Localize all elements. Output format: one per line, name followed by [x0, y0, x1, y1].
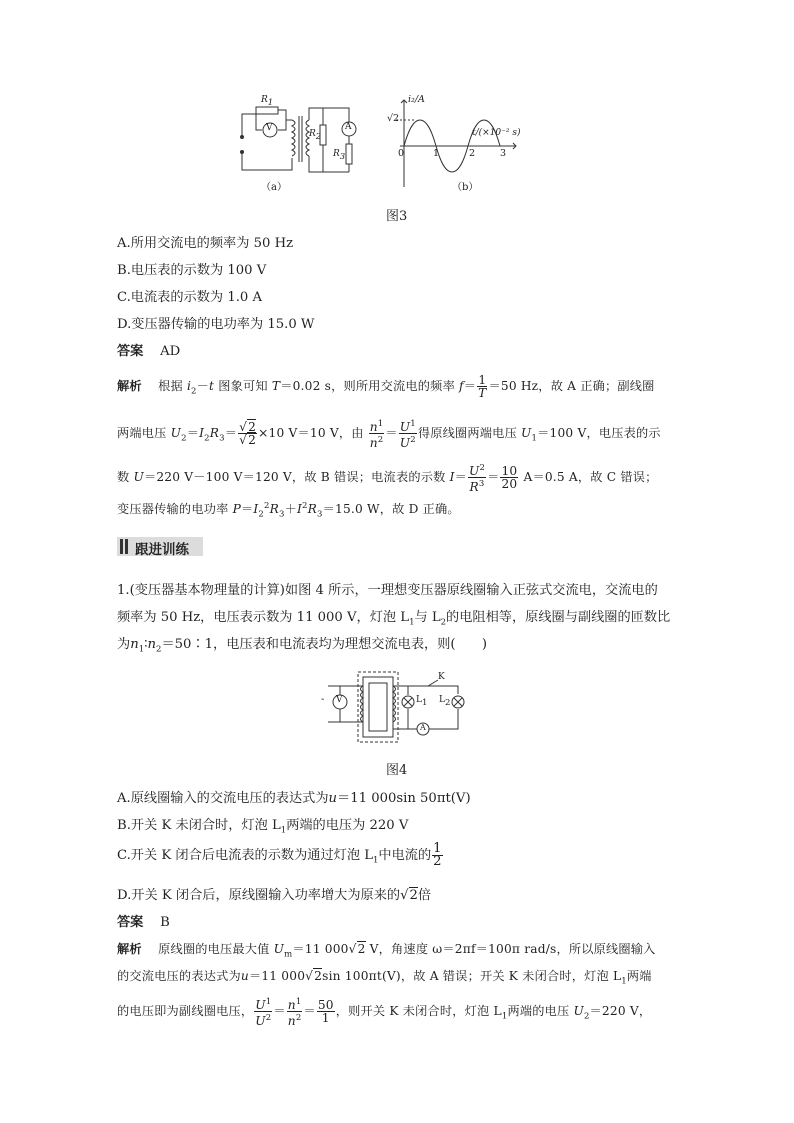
- question1-line2: 频率为 50 Hz，电压表示数为 11 000 V，灯泡 $L_1$与 $L_2$的电阻相等，原线圈与副线圈的匝数比: [117, 610, 671, 628]
- voltmeter-label: V: [336, 695, 343, 705]
- lamp-l1-icon: [402, 696, 414, 708]
- minus-label: -: [321, 694, 325, 705]
- analysis-q1-line1: 解析 原线圈的电压最大值 $U_m=11$ 000√2 V，角速度 ω＝2πf＝100π rad/s，所以原线圈输入: [117, 942, 656, 960]
- ammeter-label: A: [345, 122, 352, 132]
- figure-4-caption: 图4: [386, 763, 408, 778]
- figure-4-circuit: [318, 664, 478, 754]
- option-c: C.电流表的示数为 1.0 A: [117, 290, 263, 305]
- tick-1: 1: [433, 148, 440, 159]
- analysis-q1-line2: 的交流电压的表达式为u＝11 000√2sin 100πt(V)，故 A 错误；开关 K 未闭合时，灯泡 $L_1$两端: [117, 969, 652, 987]
- question1-line3: 为$n_1∶n_2=50∶1$，电压表和电流表均为理想交流电表，则( ): [117, 637, 488, 655]
- x-axis-label: t/(×10⁻² s): [472, 128, 521, 138]
- figure-3-caption: 图3: [386, 209, 408, 224]
- analysis-q0-line4: 变压器传输的电功率 $P=I_2^2R_3+I^2R_3=15.0$ W，故 D 正确。: [117, 500, 460, 520]
- figure-4: [318, 664, 478, 754]
- analysis-q0-line1: 解析 根据 $i_2-t$ 图象可知 T＝0.02 s，则所用交流电的频率 f＝ $\frac{1}{T}$ ＝50 Hz，故 A 正确；副线圈: [117, 373, 655, 400]
- section-tag-follow-up: [117, 537, 203, 556]
- l1-label: $L_1$: [416, 695, 428, 708]
- lamp-l2-icon: [452, 696, 464, 708]
- section-bar-icon: [120, 539, 123, 554]
- l2-label: $L_2$: [439, 695, 451, 708]
- y-axis-label: i₂/A: [408, 94, 425, 105]
- label-b: （b）: [452, 182, 479, 193]
- option-b: B.电压表的示数为 100 V: [117, 263, 267, 278]
- figure-3: [236, 92, 536, 202]
- answer-q0: 答案 AD: [117, 344, 181, 359]
- section-title: 跟进训练: [135, 542, 189, 558]
- analysis-q1-line3: 的电压即为副线圈电压， $\frac{U^1}{U^2}$ ＝ $\frac{n^1}{n^2}$ ＝ $\frac{50}{1}$ ，则开关 K 未闭合时，灯泡 $L_1$两端的电压 $U_2=220$ V，: [117, 997, 652, 1029]
- q1-option-c: C.开关 K 闭合后电流表的示数为通过灯泡 $L_1$中电流的 $\frac{1}{2}$: [117, 841, 442, 869]
- label-a: （a）: [261, 182, 287, 193]
- ammeter-label: A: [420, 723, 426, 732]
- analysis-q0-line3: 数 U＝220 V－100 V＝120 V，故 B 错误；电流表的示数 I＝ $\frac{U^2}{R^3}$ ＝ $\frac{10}{20}$ A＝0.5 A，故 C 错误；: [117, 463, 658, 495]
- tick-3: 3: [500, 148, 507, 159]
- answer-q1: 答案 B: [117, 915, 170, 930]
- r1-label: $R_1$: [261, 95, 274, 108]
- y-peak-label: √2: [387, 113, 400, 124]
- option-d: D.变压器传输的电功率为 15.0 W: [117, 317, 315, 332]
- tick-0: 0: [398, 148, 405, 159]
- option-a: A.所用交流电的频率为 50 Hz: [117, 236, 294, 251]
- voltmeter-label: V: [266, 123, 273, 133]
- switch-label: K: [438, 672, 445, 682]
- tick-2: 2: [469, 148, 476, 159]
- question1-line1: 1.(变压器基本物理量的计算)如图 4 所示，一理想变压器原线圈输入正弦式交流电，交流电的: [117, 583, 658, 598]
- section-bar-icon: [125, 539, 128, 554]
- q1-option-d: D.开关 K 闭合后，原线圈输入功率增大为原来的√2倍: [117, 888, 432, 903]
- q1-option-b: B.开关 K 未闭合时，灯泡 $L_1$两端的电压为 220 V: [117, 818, 409, 836]
- q1-option-a: A.原线圈输入的交流电压的表达式为u＝11 000sin 50πt(V): [117, 791, 471, 806]
- r2-label: $R_2$: [309, 129, 322, 142]
- analysis-q0-line2: 两端电压 $U_2=I_2R_3=$ $\frac{√2}{√2}$ ×10 V＝10 V，由 $\frac{n^1}{n^2}$ ＝ $\frac{U^1}{U^2}$ 得原线圈两端电压 $U_1=100$ V，电压表的示: [117, 419, 661, 451]
- r3-label: $R_3$: [333, 149, 346, 162]
